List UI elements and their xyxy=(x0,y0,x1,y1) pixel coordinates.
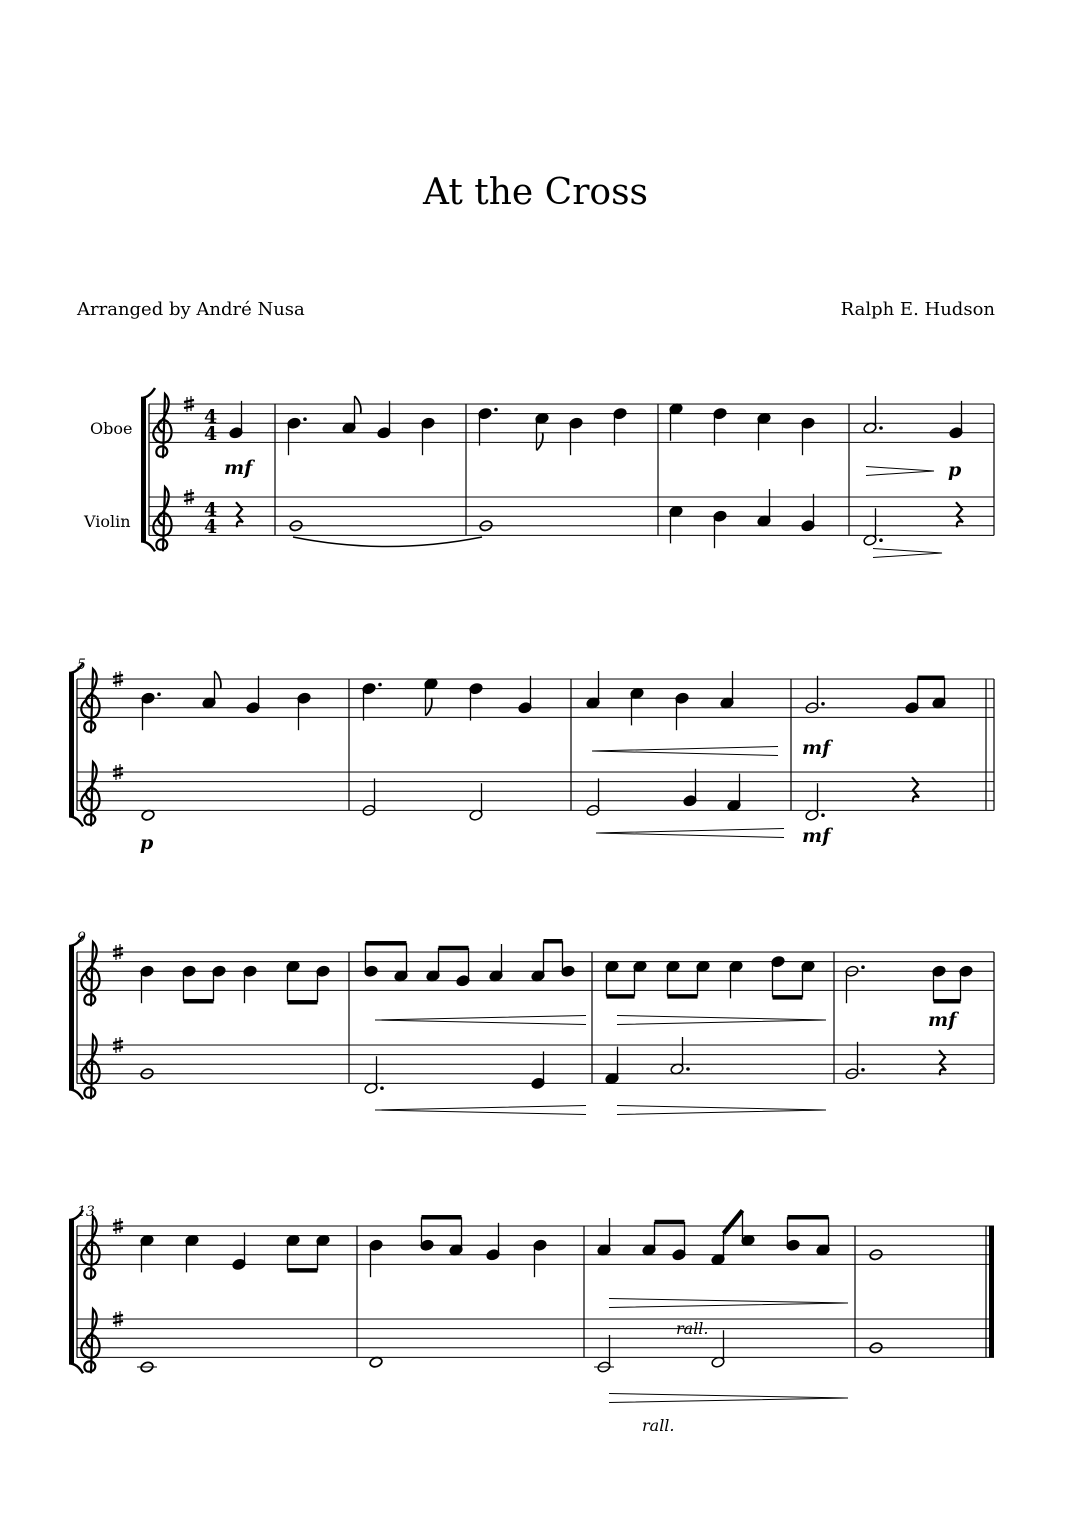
quarter-rest-icon xyxy=(939,1050,946,1075)
piece-title: At the Cross xyxy=(422,172,649,213)
system-bracket xyxy=(69,946,74,1089)
system-bracket xyxy=(69,1220,74,1363)
augmentation-dot xyxy=(821,813,825,817)
decrescendo-hairpin xyxy=(609,1299,848,1308)
system-bracket xyxy=(69,1363,83,1373)
dynamic-mf: mf xyxy=(928,1009,957,1031)
dynamic-mf: mf xyxy=(224,457,253,479)
decrescendo-hairpin xyxy=(617,1106,826,1115)
system-bracket xyxy=(69,1089,83,1099)
decrescendo-hairpin xyxy=(866,467,934,476)
key-sharp-icon xyxy=(113,675,123,677)
note-flag xyxy=(215,671,221,689)
augmentation-dot xyxy=(303,417,307,421)
key-sharp-icon xyxy=(184,493,194,495)
augmentation-dot xyxy=(380,1086,384,1090)
time-signature-denominator: 4 xyxy=(204,516,218,538)
key-sharp-icon xyxy=(184,499,194,501)
tempo-mark-rall: rall. xyxy=(676,1319,709,1338)
notation-layer xyxy=(69,388,994,1403)
instrument-label-oboe: Oboe xyxy=(90,419,133,438)
tempo-mark-rall: rall. xyxy=(642,1416,675,1435)
dynamic-mf: mf xyxy=(802,825,831,847)
augmentation-dot xyxy=(686,1067,690,1071)
system-bracket xyxy=(141,398,146,541)
time-signature-denominator: 4 xyxy=(204,423,218,445)
note-flag xyxy=(426,698,432,716)
note-beam xyxy=(724,1210,743,1233)
key-sharp-icon xyxy=(113,768,123,770)
key-sharp-icon xyxy=(113,1315,123,1317)
crescendo-hairpin xyxy=(375,1106,586,1115)
augmentation-dot xyxy=(157,692,161,696)
measure-number-13: 13 xyxy=(77,1204,95,1220)
quarter-rest-icon xyxy=(236,502,243,527)
crescendo-hairpin xyxy=(375,1016,586,1025)
augmentation-dot xyxy=(861,1068,865,1072)
key-sharp-icon xyxy=(184,400,194,402)
note-flag xyxy=(537,432,543,450)
augmentation-dot xyxy=(378,683,382,687)
instrument-label-violin: Violin xyxy=(84,512,131,531)
augmentation-dot xyxy=(821,702,825,706)
key-sharp-icon xyxy=(113,1222,123,1224)
augmentation-dot xyxy=(861,965,865,969)
system-bracket xyxy=(141,541,155,551)
crescendo-hairpin xyxy=(592,747,778,756)
key-sharp-icon xyxy=(113,774,123,776)
system-bracket xyxy=(141,388,155,398)
quarter-rest-icon xyxy=(956,502,963,527)
dynamic-mf: mf xyxy=(802,737,831,759)
time-signature-numerator: 4 xyxy=(204,406,218,428)
key-sharp-icon xyxy=(113,681,123,683)
composer-credit: Ralph E. Hudson xyxy=(840,299,995,320)
key-sharp-icon xyxy=(113,1047,123,1049)
dynamic-p: p xyxy=(140,832,154,854)
key-sharp-icon xyxy=(113,1228,123,1230)
decrescendo-hairpin xyxy=(617,1016,826,1025)
key-sharp-icon xyxy=(113,1321,123,1323)
system-bracket xyxy=(69,673,74,816)
augmentation-dot xyxy=(879,538,883,542)
key-sharp-icon xyxy=(113,1041,123,1043)
decrescendo-hairpin xyxy=(609,1394,848,1403)
measure-number-5: 5 xyxy=(77,657,86,673)
quarter-rest-icon xyxy=(912,777,919,802)
note-flag xyxy=(355,396,361,414)
augmentation-dot xyxy=(494,408,498,412)
crescendo-hairpin xyxy=(596,829,784,838)
system-bracket xyxy=(69,816,83,826)
final-barline xyxy=(989,1226,994,1357)
key-sharp-icon xyxy=(184,406,194,408)
dynamic-p: p xyxy=(948,459,962,481)
key-sharp-icon xyxy=(113,948,123,950)
tie xyxy=(293,537,482,547)
augmentation-dot xyxy=(879,426,883,430)
measure-number-9: 9 xyxy=(77,930,86,946)
decrescendo-hairpin xyxy=(873,549,942,558)
time-signature-numerator: 4 xyxy=(204,499,218,521)
arranger-credit: Arranged by André Nusa xyxy=(77,299,305,320)
key-sharp-icon xyxy=(113,954,123,956)
